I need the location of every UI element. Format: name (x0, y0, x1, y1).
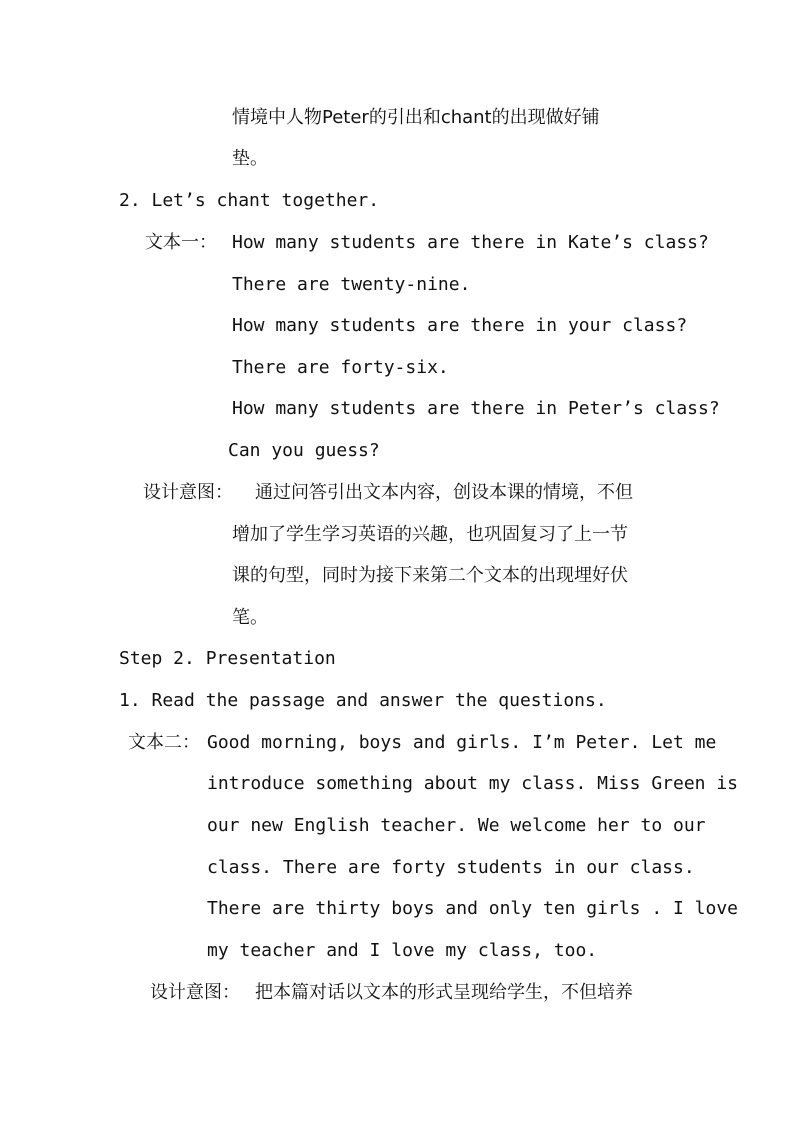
design-intent-2-label: 设计意图： (150, 982, 240, 1003)
chant-line-1: How many students are there in Kate’s class? (232, 232, 709, 253)
text-one-label: 文本一： (145, 232, 217, 253)
chant-line-6: Can you guess? (228, 440, 380, 461)
intro-line-2: 垫。 (232, 148, 268, 169)
chant-line-3: How many students are there in your class? (232, 315, 688, 336)
text-two-label: 文本二： (128, 732, 200, 753)
design-intent-1-label: 设计意图： (143, 482, 233, 503)
design-intent-1-line-4: 笔。 (232, 607, 268, 628)
chant-line-5: How many students are there in Peter’s class? (232, 398, 720, 419)
intro-line-1: 情境中人物Peter的引出和chant的出现做好铺 (232, 107, 600, 128)
passage-line-2: introduce something about my class. Miss Green is (207, 773, 739, 794)
step2-heading: Step 2. Presentation (119, 648, 336, 669)
passage-line-1: Good morning, boys and girls. I’m Peter. Let me (207, 732, 717, 753)
step2-subheading: 1. Read the passage and answer the questions. (119, 690, 607, 711)
passage-line-4: class. There are forty students in our class. (207, 857, 695, 878)
design-intent-2-line-1: 把本篇对话以文本的形式呈现给学生，不但培养 (255, 982, 633, 1003)
design-intent-1-line-3: 课的句型，同时为接下来第二个文本的出现埋好伏 (232, 565, 628, 586)
chant-line-2: There are twenty-nine. (232, 274, 471, 295)
chant-line-4: There are forty-six. (232, 357, 449, 378)
design-intent-1-line-2: 增加了学生学习英语的兴趣，也巩固复习了上一节 (232, 524, 628, 545)
chant-heading: 2. Let’s chant together. (119, 190, 380, 211)
design-intent-1-line-1: 通过问答引出文本内容，创设本课的情境，不但 (255, 482, 633, 503)
passage-line-6: my teacher and I love my class, too. (207, 940, 598, 961)
passage-line-5: There are thirty boys and only ten girls . I love (207, 898, 739, 919)
passage-line-3: our new English teacher. We welcome her to our (207, 815, 706, 836)
